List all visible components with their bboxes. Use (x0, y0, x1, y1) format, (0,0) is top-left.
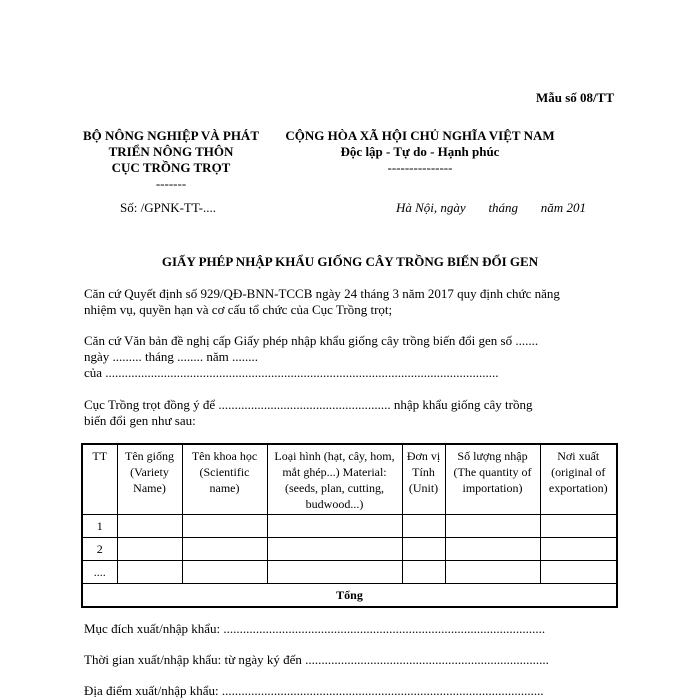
header-unit: Đơn vị Tính (Unit) (402, 444, 445, 515)
document-title: GIẤY PHÉP NHẬP KHẨU GIỐNG CÂY TRỒNG BIẾN ĐỔI GEN (161, 254, 539, 269)
agency-line-1: BỘ NÔNG NGHIỆP VÀ PHÁT (82, 128, 259, 143)
agency-line-3: CỤC TRỒNG TRỌT (111, 160, 231, 175)
footer-place: Địa điểm xuất/nhập khẩu: ................................................................................................... (84, 683, 544, 698)
total-label: Tổng (82, 584, 617, 608)
header-quantity: Số lượng nhập (The quantity of importation) (445, 444, 540, 515)
request-line-1: Căn cứ Văn bản đề nghị cấp Giấy phép nhập khẩu giống cây trồng biến đổi gen số ....... (84, 333, 539, 348)
paragraph-legal-basis: Căn cứ Quyết định số 929/QĐ-BNN-TCCB ngày 24 tháng 3 năm 2017 quy định chức năng nhiệm vụ, quyền hạn và cơ cấu tổ chức của Cục Trồng trọt; (84, 286, 560, 317)
date-line: Hà Nội, ngày tháng năm 201 (396, 200, 586, 215)
header-variety-name: Tên giống (Variety Name) (117, 444, 182, 515)
import-table (81, 443, 618, 608)
header-tt: TT (82, 444, 117, 515)
nation-line-2: Độc lập - Tự do - Hạnh phúc (340, 144, 500, 159)
header-material: Loại hình (hạt, cây, hom, mắt ghép...) Material: (seeds, plan, cutting, budwood...) (267, 444, 402, 515)
request-line-3: của ......................................................................................................................... (84, 365, 499, 380)
agency-header (78, 128, 264, 192)
approval-line-2: biến đổi gen như sau: (84, 413, 196, 428)
table-row (82, 515, 617, 538)
form-code: Mẫu số 08/TT (536, 90, 615, 105)
row-number: 1 (82, 515, 117, 538)
footer-purpose: Mục đích xuất/nhập khẩu: ................................................................................................... (84, 621, 546, 636)
header-origin: Nơi xuất (original of exportation) (540, 444, 617, 515)
nation-line-1: CỘNG HÒA XÃ HỘI CHỦ NGHĨA VIỆT NAM (285, 128, 555, 143)
document-number: Số: /GPNK-TT-.... (120, 200, 216, 215)
table-total-row (82, 584, 617, 608)
nation-divider: --------------- (387, 160, 453, 175)
header-scientific-name: Tên khoa học (Scientific name) (182, 444, 267, 515)
table-row (82, 538, 617, 561)
nation-header (270, 128, 570, 176)
table-header-row (82, 444, 617, 515)
agency-line-2: TRIỂN NÔNG THÔN (108, 144, 234, 159)
paragraph-approval (84, 397, 584, 429)
row-number: 2 (82, 538, 117, 561)
paragraph-request (84, 333, 584, 381)
table-row (82, 561, 617, 584)
agency-divider: ------- (155, 176, 187, 191)
approval-line-1: Cục Trồng trọt đồng ý để ..................................................... nhập khẩu giống cây trồng (84, 397, 533, 412)
row-number: .... (82, 561, 117, 584)
footer-time: Thời gian xuất/nhập khẩu: từ ngày ký đến ........................................................................... (84, 652, 549, 667)
request-line-2: ngày ......... tháng ........ năm ........ (84, 349, 259, 364)
